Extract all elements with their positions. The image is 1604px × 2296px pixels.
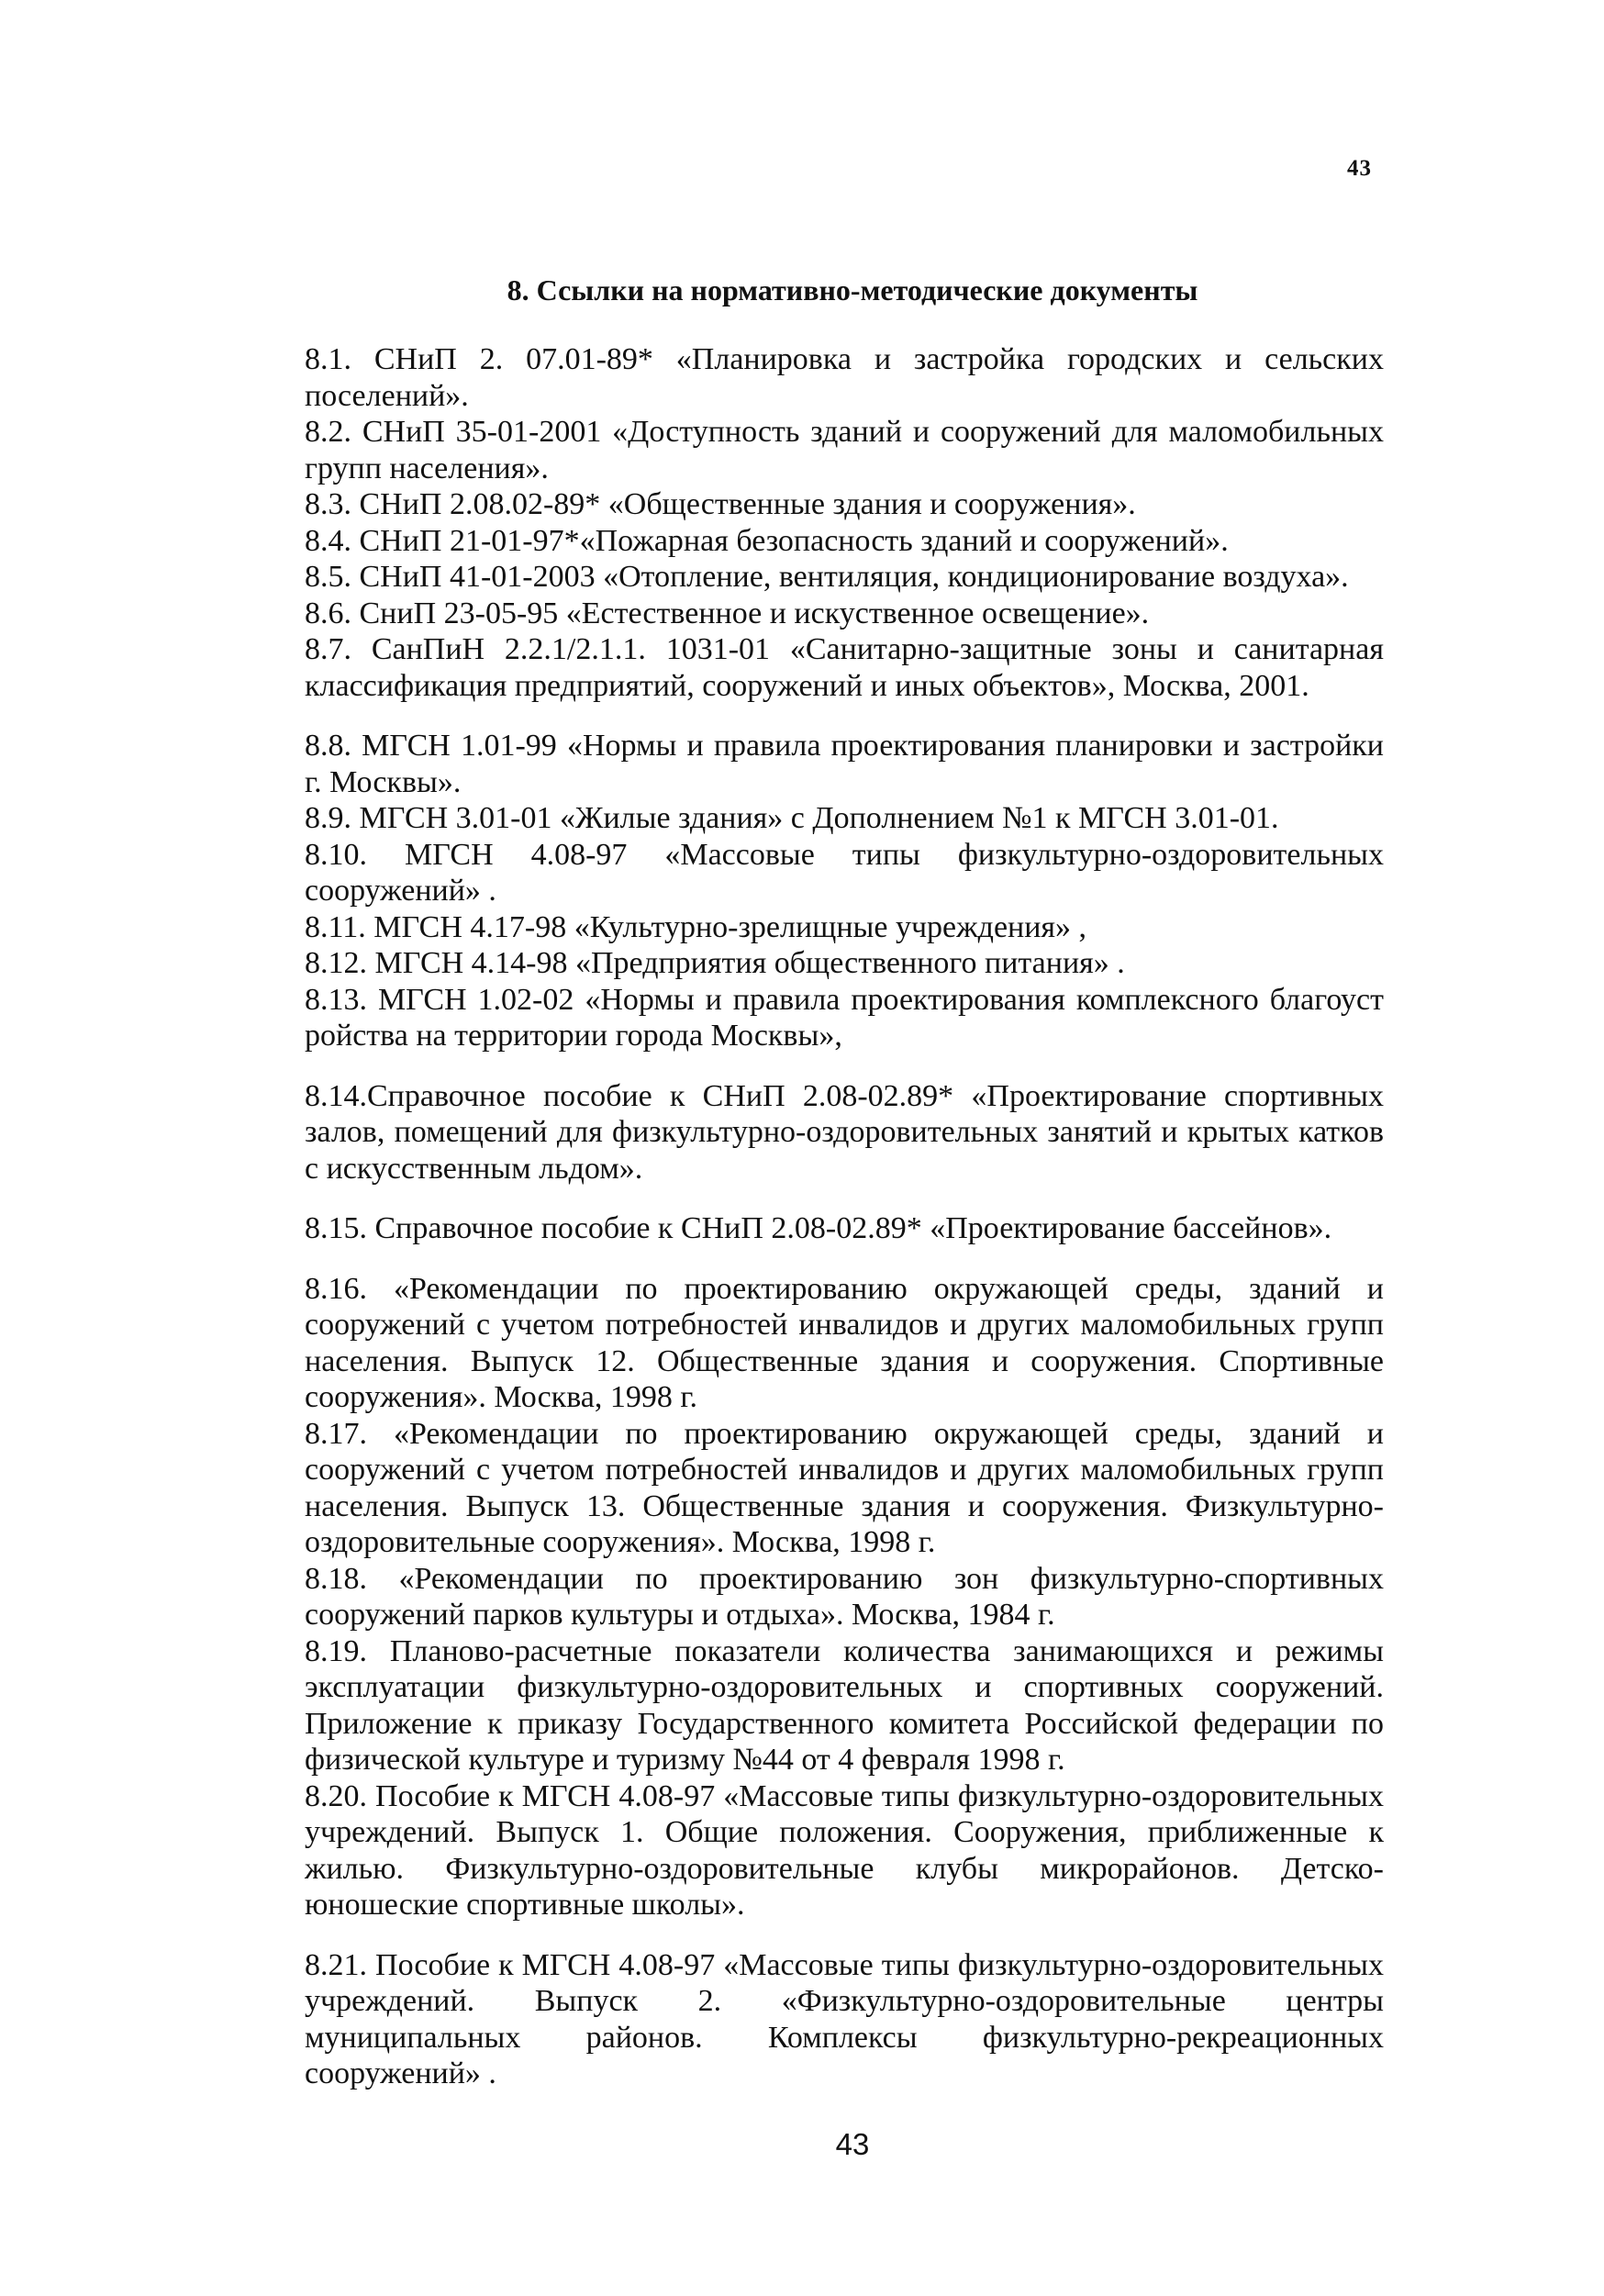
reference-item: 8.6. СниП 23-05-95 «Естественное и искуственное освещение».	[305, 596, 1150, 630]
reference-item: 8.20. Пособие к МГСН 4.08-97 «Массовые типы физкультурно-оздоровительных учреждений. Выпуск 1. Общие положения. Сооружения, приближенные к жилью. Физкультурно-оздоровительные клубы микрорайонов. Детско-юношеские спортивные школы».	[305, 1778, 1384, 1922]
reference-item: 8.16. «Рекомендации по проектированию окружающей среды, зданий и сооружений с учетом потребностей инвалидов и других маломобильных групп населения. Выпуск 12. Общественные здания и сооружения. Спортивные сооружения». Москва, 1998 г.	[305, 1271, 1384, 1414]
page-number-top: 43	[1347, 156, 1372, 181]
reference-item: 8.18. «Рекомендации по проектированию зон физкультурно-спортивных сооружений парков культуры и отдыха». Москва, 1984 г.	[305, 1561, 1384, 1632]
reference-item: 8.4. СНиП 21-01-97*«Пожарная безопасность зданий и сооружений».	[305, 523, 1229, 558]
reference-item: 8.19. Планово-расчетные показатели количества занимающихся и режимы эксплуатации физкультурно-оздоровительных и спортивных сооружений. Приложение к приказу Государственного комитета Российской федерации по физической культуре и туризму №44 от 4 февраля 1998 г.	[305, 1633, 1384, 1777]
reference-list	[305, 341, 1384, 2092]
reference-item: 8.3. СНиП 2.08.02-89* «Общественные здания и сооружения».	[305, 487, 1136, 521]
page-number-bottom: 43	[835, 2127, 870, 2161]
reference-item: 8.2. СНиП 35-01-2001 «Доступность зданий и сооружений для маломобильных групп населения».	[305, 415, 1384, 485]
reference-item: 8.15. Справочное пособие к СНиП 2.08-02.89* «Проектирование бассейнов».	[305, 1211, 1332, 1245]
reference-item: 8.5. СНиП 41-01-2003 «Отопление, вентиляция, кондиционирование воздуха».	[305, 560, 1349, 594]
reference-item: 8.11. МГСН 4.17-98 «Культурно-зрелищные учреждения» ,	[305, 909, 1087, 944]
reference-item: 8.14.Справочное пособие к СНиП 2.08-02.89* «Проектирование спортивных залов, помещений для физкультурно-оздоровительных занятий и крытых катков с искусственным льдом».	[305, 1078, 1384, 1186]
reference-item: 8.7. СанПиН 2.2.1/2.1.1. 1031-01 «Санитарно-защитные зоны и санитарная классификация предприятий, сооружений и иных объектов», Москва, 2001.	[305, 632, 1384, 703]
reference-item: 8.1. СНиП 2. 07.01-89* «Планировка и застройка городских и сельских поселений».	[305, 342, 1384, 413]
reference-item: 8.13. МГСН 1.02-02 «Нормы и правила проектирования комплексного благоуст ройства на территории города Москвы»,	[305, 982, 1384, 1053]
reference-item: 8.21. Пособие к МГСН 4.08-97 «Массовые типы физкультурно-оздоровительных учреждений. Выпуск 2. «Физкультурно-оздоровительные центры муниципальных районов. Комплексы физкультурно-рекреационных сооружений» .	[305, 1947, 1384, 2090]
reference-item: 8.9. МГСН 3.01-01 «Жилые здания» с Дополнением №1 к МГСН 3.01-01.	[305, 801, 1279, 835]
reference-item: 8.17. «Рекомендации по проектированию окружающей среды, зданий и сооружений с учетом потребностей инвалидов и других маломобильных групп населения. Выпуск 13. Общественные здания и сооружения. Физкультурно-оздоровительные сооружения». Москва, 1998 г.	[305, 1416, 1384, 1559]
reference-item: 8.10. МГСН 4.08-97 «Массовые типы физкультурно-оздоровительных сооружений» .	[305, 837, 1384, 908]
section-title: 8. Ссылки на нормативно-методические документы	[507, 273, 1198, 307]
reference-item: 8.8. МГСН 1.01-99 «Нормы и правила проектирования планировки и застройки г. Москвы».	[305, 729, 1384, 799]
reference-item: 8.12. МГСН 4.14-98 «Предприятия общественного питания» .	[305, 946, 1125, 980]
